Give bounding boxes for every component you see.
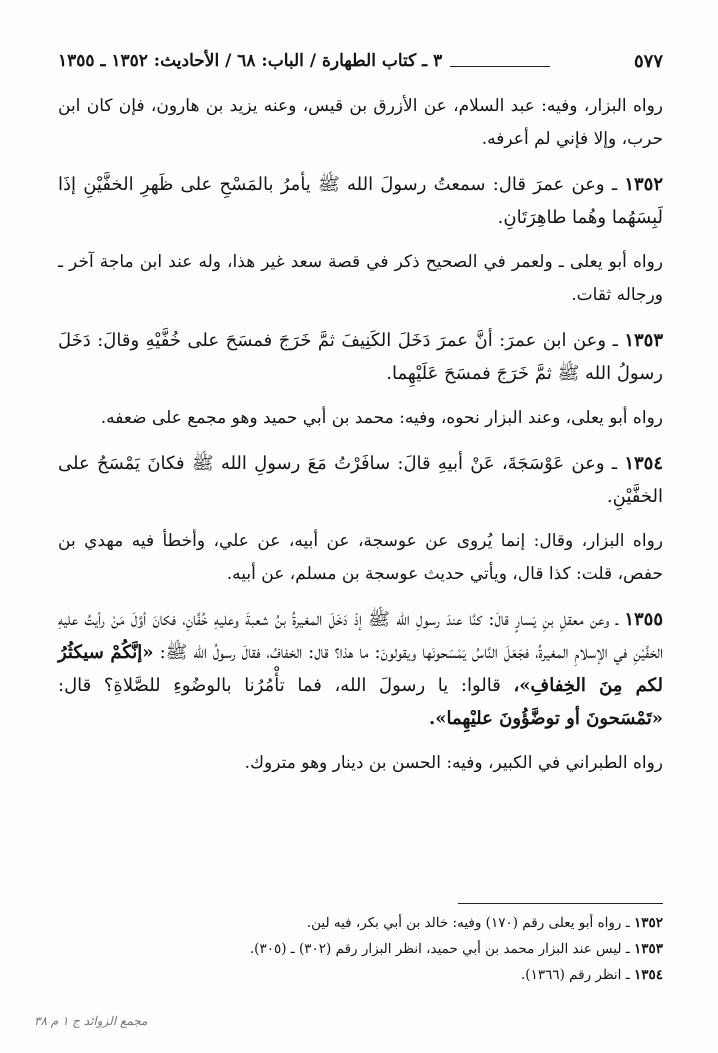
- commentary-paragraph: رواه البزار، وفيه: عبد السلام، عن الأزرق بن قيس، وعنه يزيد بن هارون، فإن كان ابن حرب، وإلا فإني لم أعرفه.: [58, 96, 663, 149]
- running-header: [58, 51, 550, 71]
- hadith-paragraph: [58, 603, 663, 735]
- footnote: [58, 910, 663, 936]
- footnote: [58, 936, 663, 962]
- hadith-text: ـ وعن عَوْسَجَةَ، عَنْ أبيهِ قالَ: سافَرْتُ مَعَ رسولِ الله ﷺ فكانَ يَمْسَحُ على الخفَّيْنِ.: [58, 453, 663, 507]
- header-rule: [450, 56, 550, 67]
- footnote-divider: [458, 903, 663, 904]
- volume-stamp: مجمع الزوائد ج ١ م ٣٨: [34, 1014, 148, 1028]
- main-text: [58, 90, 663, 780]
- hadith-paragraph: [58, 324, 663, 390]
- hadith-continuation: قالوا: يا رسولَ الله، فما تأْمُرُنا بالوضُوءِ للصَّلاةِ؟ قال:: [58, 675, 501, 696]
- footnote-number: ١٣٥٢: [633, 915, 663, 931]
- hadith-text: ـ وعن عمرَ قال: سمعتُ رسولَ الله ﷺ يأمرُ بالمَسْحِ على ظَهرِ الخفَّيْنِ إذَا لَبِسَهُما وهُما طاهِرَتَانِ.: [58, 174, 663, 228]
- page-header: [58, 46, 663, 76]
- hadith-text: ـ وعن معقلِ بنِ يَسارٍ قالَ: كنَّا عندَ رسولِ الله ﷺ إذْ دَخَلَ المغيرةُ بنُ شعبةَ وعليهِ خُفَّانِ، فكانَ أوَّلَ مَنْ رأيتُ عليهِ الخفَّيْنِ في الإسلامِ المغيرةُ، فجَعَلَ النَّاسُ يَمْسَحونَها ويقولونَ: ما هذا؟ قال: الخفافُ، فقالَ رسولُ الله ﷺ:: [58, 609, 663, 663]
- hadith-paragraph: [58, 168, 663, 234]
- commentary-paragraph: رواه أبو يعلى ـ ولعمر في الصحيح ذكر في قصة سعد غير هذا، وله عند ابن ماجة آخر ـ ورجاله ثقات.: [58, 252, 663, 305]
- footnote-text: ـ ليس عند البزار محمد بن أبي حميد، انظر البزار رقم (٣٠٢) ـ (٣٠٥).: [249, 941, 630, 957]
- prophetic-quote: «إنَّكُمْ سيكثُرُ لكم مِنَ الخِفافِ»،: [58, 642, 663, 696]
- hadith-number: ١٣٥٣: [624, 330, 663, 351]
- commentary-paragraph: رواه البزار، وقال: إنما يُروى عن عوسجة، عن أبيه، عن علي، وأخطأ فيه مهدي بن حفص، قلت: كذا قال، ويأتي حديث عوسجة بن مسلم، عن أبيه.: [58, 531, 663, 584]
- prophetic-quote: «تَمْسَحونَ أو توضَّؤُونَ عليْهِما».: [429, 708, 663, 729]
- footnote-text: ـ انظر رقم (١٣٦٦).: [521, 967, 630, 983]
- footnotes: [58, 910, 663, 988]
- page-number: ٥٧٧: [633, 50, 663, 72]
- footnote-number: ١٣٥٤: [633, 967, 663, 983]
- hadith-number: ١٣٥٢: [624, 174, 663, 195]
- hadith-text: ـ وعن ابن عمرَ: أنَّ عمرَ دَخَلَ الكَنِيفَ ثمَّ خَرَجَ فمسَحَ على خُفَّيْهِ وقالَ: دَخَلَ رسولُ الله ﷺ ثمَّ خَرَجَ فمسَحَ عَلَيْهِما.: [58, 330, 663, 384]
- running-title: ٣ ـ كتاب الطهارة / الباب: ٦٨ / الأحاديث: ١٣٥٢ ـ ١٣٥٥: [58, 51, 443, 71]
- hadith-number: ١٣٥٥: [624, 609, 663, 630]
- hadith-paragraph: [58, 447, 663, 513]
- footnote: [58, 962, 663, 988]
- footnote-number: ١٣٥٣: [633, 941, 663, 957]
- hadith-number: ١٣٥٤: [624, 453, 663, 474]
- footnote-text: ـ رواه أبو يعلى رقم (١٧٠) وفيه: خالد بن أبي بكر، فيه لين.: [306, 915, 630, 931]
- commentary-paragraph: رواه الطبراني في الكبير، وفيه: الحسن بن دينار وهو متروك.: [244, 753, 663, 773]
- commentary-paragraph: رواه أبو يعلى، وعند البزار نحوه، وفيه: محمد بن أبي حميد وهو مجمع على ضعفه.: [100, 408, 663, 428]
